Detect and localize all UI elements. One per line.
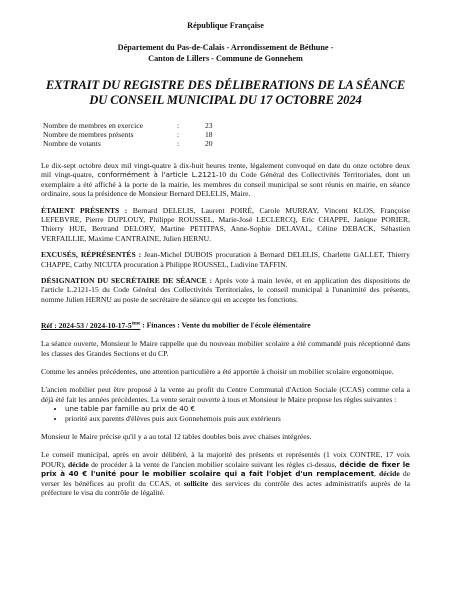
decision-text-b: de procéder à la vente de l'ancien mobilier scolaire suivant les règles ci-dessus,: [88, 459, 337, 469]
solicit-keyword: sollicite: [180, 478, 209, 488]
intro-text-before: Le dix-sept octobre deux mil vingt-quatre à dix-huit heures trente, légalement convoqué en date du onze octobre deux mil vingt-quatre,: [41, 161, 410, 180]
presents-paragraph: [41, 206, 410, 244]
excuses-text: Jean-Michel DUBOIS procuration à Bernard DELELIS, Charlette GALLET, Thierry CHAPPE, Cathy NICUTA procuration à Philippe ROUSSEL, Ludivine TAFFIN.: [41, 250, 410, 269]
decision-price-clause: décide de fixer le prix à 40 € l'unité pour le mobilier scolaire qui a fait l'objet d'un remplacement: [41, 459, 410, 479]
count-label: Nombre de membres présents: [43, 130, 134, 139]
secretary-paragraph: [41, 276, 410, 304]
count-row: [43, 121, 410, 130]
count-label: Nombre de membres en exercice: [43, 121, 143, 130]
rules-list: [41, 404, 410, 423]
body-paragraph-1: La séance ouverte, Monsieur le Maire rappelle que du nouveau mobilier scolaire a été commandé puis réceptionné dans les classes des Grandes Sections et du CP.: [41, 339, 410, 358]
intro-text-after: -10 du Code Général des Collectivités Territoriales, dont un exemplaire a été affiché à la porte de la mairie, les membres du conseil municipal se sont réunis en mairie, en séance ordinaire, sous la présidence de Monsieur Bernard DELELIS, Maire.: [41, 170, 410, 199]
count-value: 18: [205, 130, 213, 139]
title-line-1: EXTRAIT DU REGISTRE DES DÉLIBERATIONS DE LA SÉANCE: [45, 78, 406, 92]
count-value: 20: [205, 139, 213, 148]
count-separator: :: [177, 121, 180, 130]
presents-text: Bernard DELELIS, Laurent POIRÉ, Carole MURRAY, Vincent KLOS, Françoise LEFEBVRE, Pierre DUPLOUY, Philippe ROUSSEL, Marie-José LECLERCQ, Eric CHAPPE, Janique PORIER, Thierry HUE, Bertrand DELORY, Martine PETITPAS, Anne-Sophie DELAVAL, Céline DEBACK, Sébastien VERFAILLIE, Maxime CANTRAINE, Julien HERNU.: [41, 205, 410, 243]
reference-sup: ème: [131, 321, 141, 327]
body-paragraph-2: Comme les années précédentes, une attention particulière a été apportée à choisir un mobilier scolaire ergonomique.: [41, 367, 394, 377]
presents-label: ÉTAIENT PRÉSENTS :: [41, 205, 128, 215]
body-paragraph-4: Monsieur le Maire précise qu'il y a au total 12 tables doubles bois avec chaises intégrées.: [41, 432, 312, 442]
republic-heading: République Française: [187, 21, 264, 30]
decision-text-a: Le conseil municipal, après en avoir délibéré, à la majorité des présents et représentés (1 voix CONTRE, 17 voix POUR),: [41, 450, 410, 469]
commune-line: Canton de Lillers - Commune de Gonnehem: [148, 53, 303, 63]
decision-keyword: décide: [375, 469, 400, 479]
reference-code: Réf : 2024-53 / 2024-10-17-5: [41, 320, 132, 330]
excuses-label: EXCUSÉS, RÉPRÉSENTÉS :: [41, 250, 142, 260]
reference-subject: : Finances : Vente du mobilier de l'école élémentaire: [140, 320, 311, 330]
count-value: 23: [205, 121, 213, 130]
count-separator: :: [177, 139, 180, 148]
decision-keyword: décide: [65, 459, 89, 469]
title-line-2: DU CONSEIL MUNICIPAL DU 17 OCTOBRE 2024: [89, 92, 362, 107]
member-counts: [43, 121, 410, 148]
count-label: Nombre de votants: [43, 139, 101, 148]
list-item: • priorité aux parents d'élèves puis aux Gonnehemois puis aux extérieurs: [65, 414, 410, 423]
decision-text-d: de verser les bénéfices au profit du CCAS, et: [41, 469, 410, 488]
intro-paragraph: [41, 161, 410, 199]
reference-number: [41, 321, 140, 330]
decision-paragraph: [41, 450, 410, 497]
count-row: [43, 130, 410, 139]
decision-text-e: des services du contrôle des actes administratifs auprès de la préfecture le visa du contrôle de légalité.: [41, 478, 411, 498]
document-header: [41, 20, 410, 64]
reference-line: [41, 319, 410, 330]
list-item: • une table par famille au prix de 40 €: [65, 404, 410, 413]
secretary-text: Après vote à main levée, et en application des dispositions de l'article L.2121-15 du Code Général des Collectivités Territoriales, le conseil municipal à l'unanimité des présents, nomme Julien HERNU au poste de secrétaire de séance qui en accepte les fonctions.: [41, 276, 411, 304]
document-title: [41, 78, 410, 107]
decision-text-c: ,: [374, 469, 376, 479]
count-row: [43, 139, 410, 148]
excuses-paragraph: [41, 250, 410, 269]
count-separator: :: [177, 130, 180, 139]
body-paragraph-3: L'ancien mobilier peut être proposé à la vente au profit du Centre Communal d'Action Sociale (CCAS) comme cela a déjà été fait les années précédentes. La vente serait ouverte à tous et Monsieur le Maire propose les règles suivantes :: [41, 385, 410, 404]
department-line: Département du Pas-de-Calais - Arrondissement de Béthune -: [117, 43, 334, 52]
intro-text-conform: conformément à l'article L.2121: [93, 170, 216, 180]
secretary-label: DÉSIGNATION DU SECRÉTAIRE DE SÉANCE :: [41, 276, 213, 286]
